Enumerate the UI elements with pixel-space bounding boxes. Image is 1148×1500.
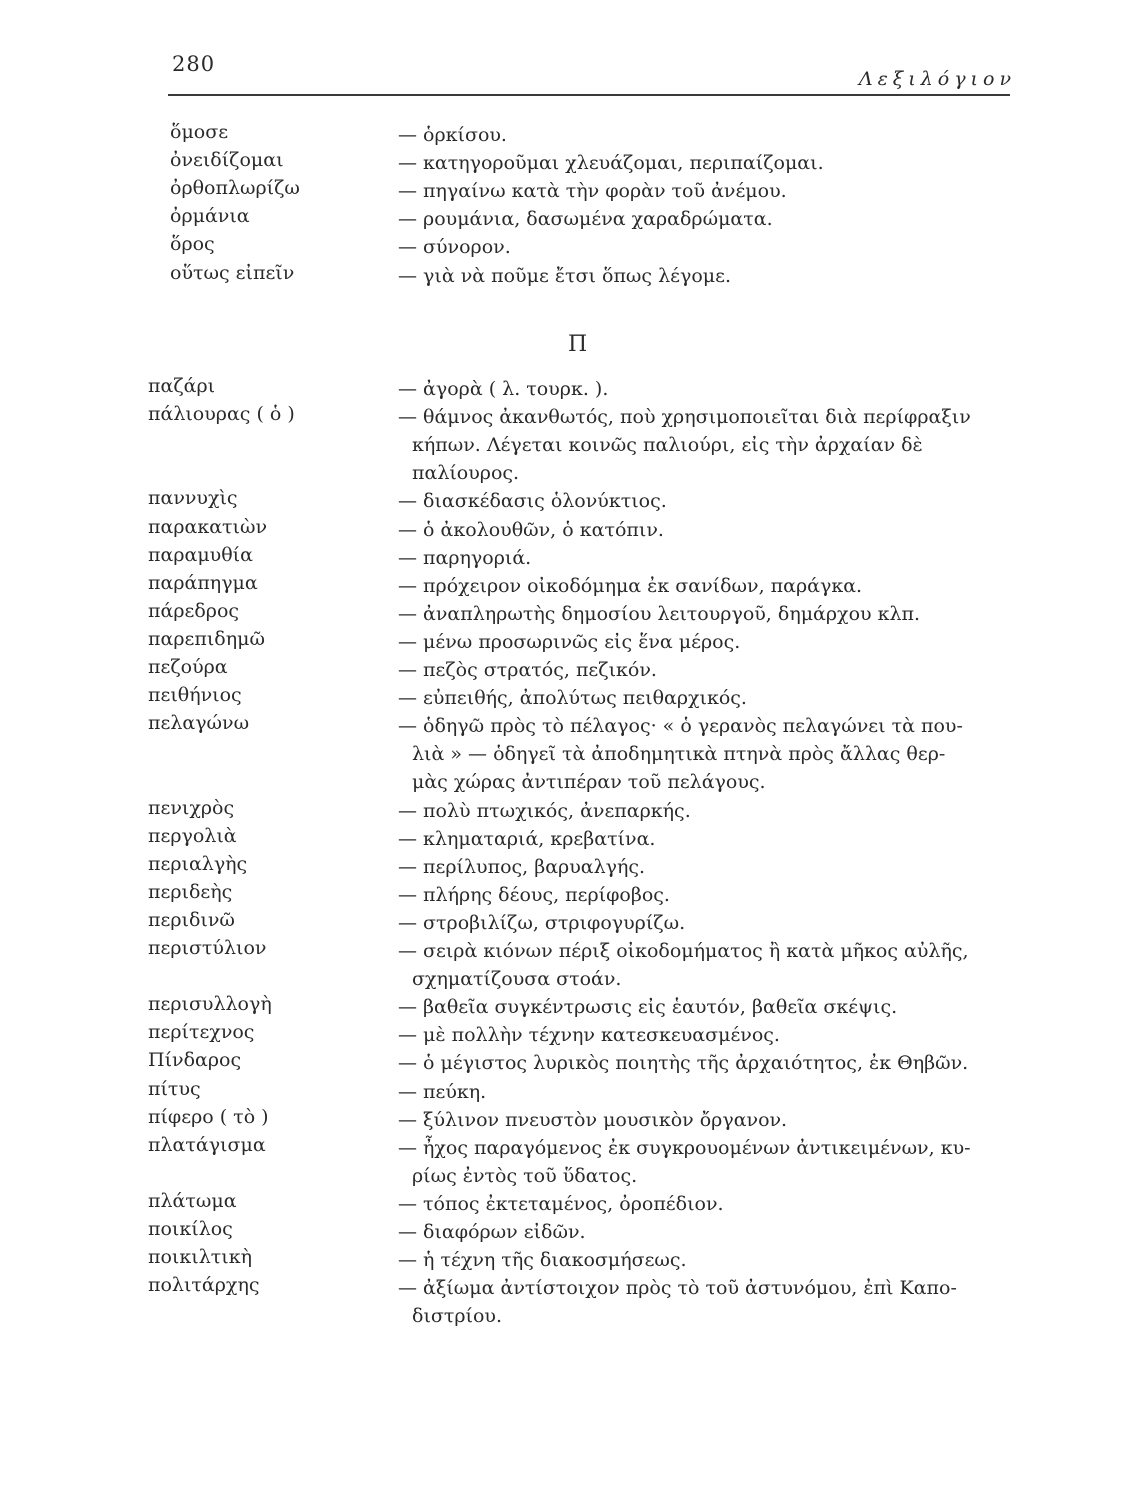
definition	[398, 797, 1008, 825]
definition	[398, 825, 1008, 853]
headword: πενιχρὸς	[148, 796, 235, 819]
definition-line: — πολὺ πτωχικός, ἀνεπαρκής.	[398, 799, 691, 822]
headword: ποικιλτικὴ	[148, 1246, 252, 1269]
definition-line: — γιὰ νὰ ποῦμε ἔτσι ὅπως λέγομε.	[398, 264, 732, 287]
headword: πάρεδρος	[148, 599, 240, 622]
section-letter: Π	[568, 332, 588, 357]
definition	[398, 1246, 1008, 1274]
definition-line: — θάμνος ἀκανθωτός, ποὺ χρησιμοποιεῖται διὰ περίφραξιν	[398, 406, 971, 429]
headword: περιδεὴς	[148, 880, 233, 903]
definition	[398, 600, 1008, 628]
definition-line: — περίλυπος, βαρυαλγής.	[398, 855, 646, 878]
definition	[398, 205, 1008, 233]
definition-line: — πηγαίνω κατὰ τὴν φορὰν τοῦ ἀνέμου.	[398, 180, 787, 203]
definition-line: μὰς χώρας ἀντιπέραν τοῦ πελάγους.	[412, 771, 766, 794]
headword: ὅρος	[170, 233, 215, 256]
definition	[398, 1021, 1008, 1049]
headword: πίφερο ( τὸ )	[148, 1105, 269, 1128]
definition	[398, 262, 1008, 290]
definition	[398, 1274, 1008, 1330]
definition-line: — ξύλινον πνευστὸν μουσικὸν ὄργανον.	[398, 1108, 788, 1131]
definition-line: — τόπος ἐκτεταμένος, ὀροπέδιον.	[398, 1192, 724, 1215]
definition-line: — σύνορον.	[398, 236, 511, 259]
headword: πλατάγισμα	[148, 1133, 266, 1156]
headword: περισυλλογὴ	[148, 993, 272, 1016]
headword: πολιτάρχης	[148, 1274, 260, 1297]
definition-line: — κατηγοροῦμαι χλευάζομαι, περιπαίζομαι.	[398, 152, 824, 175]
definition-line: — πεύκη.	[398, 1080, 487, 1103]
headword: πάλιουρας ( ὁ )	[148, 403, 295, 426]
headword: παράπηγμα	[148, 571, 258, 594]
definition	[398, 1134, 1008, 1190]
definition-line: — ἡ τέχνη τῆς διακοσμήσεως.	[398, 1249, 687, 1272]
definition	[398, 1190, 1008, 1218]
definition-line: — ὁρκίσου.	[398, 124, 507, 146]
definition	[398, 881, 1008, 909]
definition	[398, 177, 1008, 205]
headword: πλάτωμα	[148, 1189, 237, 1212]
definition-line: — διαφόρων εἰδῶν.	[398, 1221, 586, 1243]
definition	[398, 516, 1008, 544]
definition	[398, 572, 1008, 600]
definition-line: — ὁδηγῶ πρὸς τὸ πέλαγος· « ὁ γερανὸς πελαγώνει τὰ που-	[398, 715, 963, 738]
headword: παραμυθία	[148, 543, 253, 566]
definition-line: λιὰ » — ὁδηγεῖ τὰ ἀποδημητικὰ πτηνὰ πρὸς ἄλλας θερ-	[412, 743, 946, 766]
definition	[398, 121, 1008, 149]
definition	[398, 403, 1008, 487]
headword: Πίνδαρος	[148, 1049, 242, 1072]
definition	[398, 487, 1008, 515]
definition-line: — ἦχος παραγόμενος ἐκ συγκρουομένων ἀντικειμένων, κυ-	[398, 1136, 971, 1159]
header-rule	[168, 94, 1010, 96]
definition-line: κήπων. Λέγεται κοινῶς παλιούρι, εἰς τὴν ἀρχαίαν δὲ	[412, 434, 923, 457]
headword: ποικίλος	[148, 1218, 233, 1240]
definition-line: — σειρὰ κιόνων πέριξ οἰκοδομήματος ἢ κατὰ μῆκος αὐλῆς,	[398, 940, 969, 962]
definition-line: — ὁ μέγιστος λυρικὸς ποιητὴς τῆς ἀρχαιότητος, ἐκ Θηβῶν.	[398, 1052, 969, 1075]
definition	[398, 993, 1008, 1021]
definition-line: — στροβιλίζω, στριφογυρίζω.	[398, 911, 686, 934]
headword: περίτεχνος	[148, 1021, 255, 1044]
definition	[398, 853, 1008, 881]
definition	[398, 375, 1008, 403]
definition	[398, 684, 1008, 712]
definition-line: — πρόχειρον οἰκοδόμημα ἐκ σανίδων, παράγκα.	[398, 574, 863, 597]
headword: πειθήνιος	[148, 684, 242, 707]
definition	[398, 909, 1008, 937]
definition-line: — ἀναπληρωτὴς δημοσίου λειτουργοῦ, δημάρχου κλπ.	[398, 602, 921, 625]
headword: παννυχὶς	[148, 487, 238, 510]
headword: ὅμοσε	[170, 121, 229, 143]
definition-line: — μένω προσωρινῶς εἰς ἕνα μέρος.	[398, 630, 741, 653]
definition-line: — ἀξίωμα ἀντίστοιχον πρὸς τὸ τοῦ ἀστυνόμου, ἐπὶ Καπο-	[398, 1277, 957, 1300]
definition	[398, 544, 1008, 572]
definition-line: παλίουρος.	[412, 462, 520, 485]
definition-line: — εὐπειθής, ἀπολύτως πειθαρχικός.	[398, 687, 747, 710]
page-number: 280	[172, 52, 216, 76]
definition-line: ρίως ἐντὸς τοῦ ὕδατος.	[412, 1164, 638, 1187]
headword: ὀρθοπλωρίζω	[170, 177, 300, 200]
headword: ὀρμάνια	[170, 205, 250, 228]
headword: ὀνειδίζομαι	[170, 149, 284, 172]
headword: περγολιὰ	[148, 824, 237, 847]
headword: παρεπιδημῶ	[148, 627, 265, 650]
headword: πεζούρα	[148, 656, 228, 678]
definition	[398, 1078, 1008, 1106]
definition	[398, 233, 1008, 261]
definition-line: — ρουμάνια, δασωμένα χαραδρώματα.	[398, 208, 773, 231]
headword: πίτυς	[148, 1077, 201, 1100]
headword: περιδινῶ	[148, 908, 235, 931]
definition-line: διστρίου.	[412, 1305, 503, 1328]
definition	[398, 1049, 1008, 1077]
definition-line: — διασκέδασις ὁλονύκτιος.	[398, 490, 667, 513]
definition	[398, 1106, 1008, 1134]
definition-line: — ὁ ἀκολουθῶν, ὁ κατόπιν.	[398, 518, 664, 541]
running-title: Λεξιλόγιον	[858, 68, 1016, 90]
headword: περιστύλιον	[148, 937, 267, 959]
definition	[398, 628, 1008, 656]
headword: παζάρι	[148, 375, 216, 397]
definition-line: — κληματαριά, κρεβατίνα.	[398, 827, 656, 850]
headword: οὕτως εἰπεῖν	[170, 261, 295, 284]
definition-line: — πεζὸς στρατός, πεζικόν.	[398, 659, 657, 681]
definition-line: — μὲ πολλὴν τέχνην κατεσκευασμένος.	[398, 1024, 780, 1047]
definition-line: σχηματίζουσα στοάν.	[412, 968, 622, 990]
definition	[398, 656, 1008, 684]
headword: παρακατιὼν	[148, 515, 268, 538]
headword: περιαλγὴς	[148, 852, 248, 875]
definition	[398, 149, 1008, 177]
definition-line: — βαθεῖα συγκέντρωσις εἰς ἑαυτόν, βαθεῖα σκέψις.	[398, 996, 898, 1019]
definition-line: — πλήρης δέους, περίφοβος.	[398, 883, 670, 906]
definition	[398, 712, 1008, 796]
definition	[398, 937, 1008, 993]
definition-line: — ἀγορὰ ( λ. τουρκ. ).	[398, 378, 609, 400]
headword: πελαγώνω	[148, 712, 250, 735]
definition-line: — παρηγοριά.	[398, 546, 532, 569]
definition	[398, 1218, 1008, 1246]
